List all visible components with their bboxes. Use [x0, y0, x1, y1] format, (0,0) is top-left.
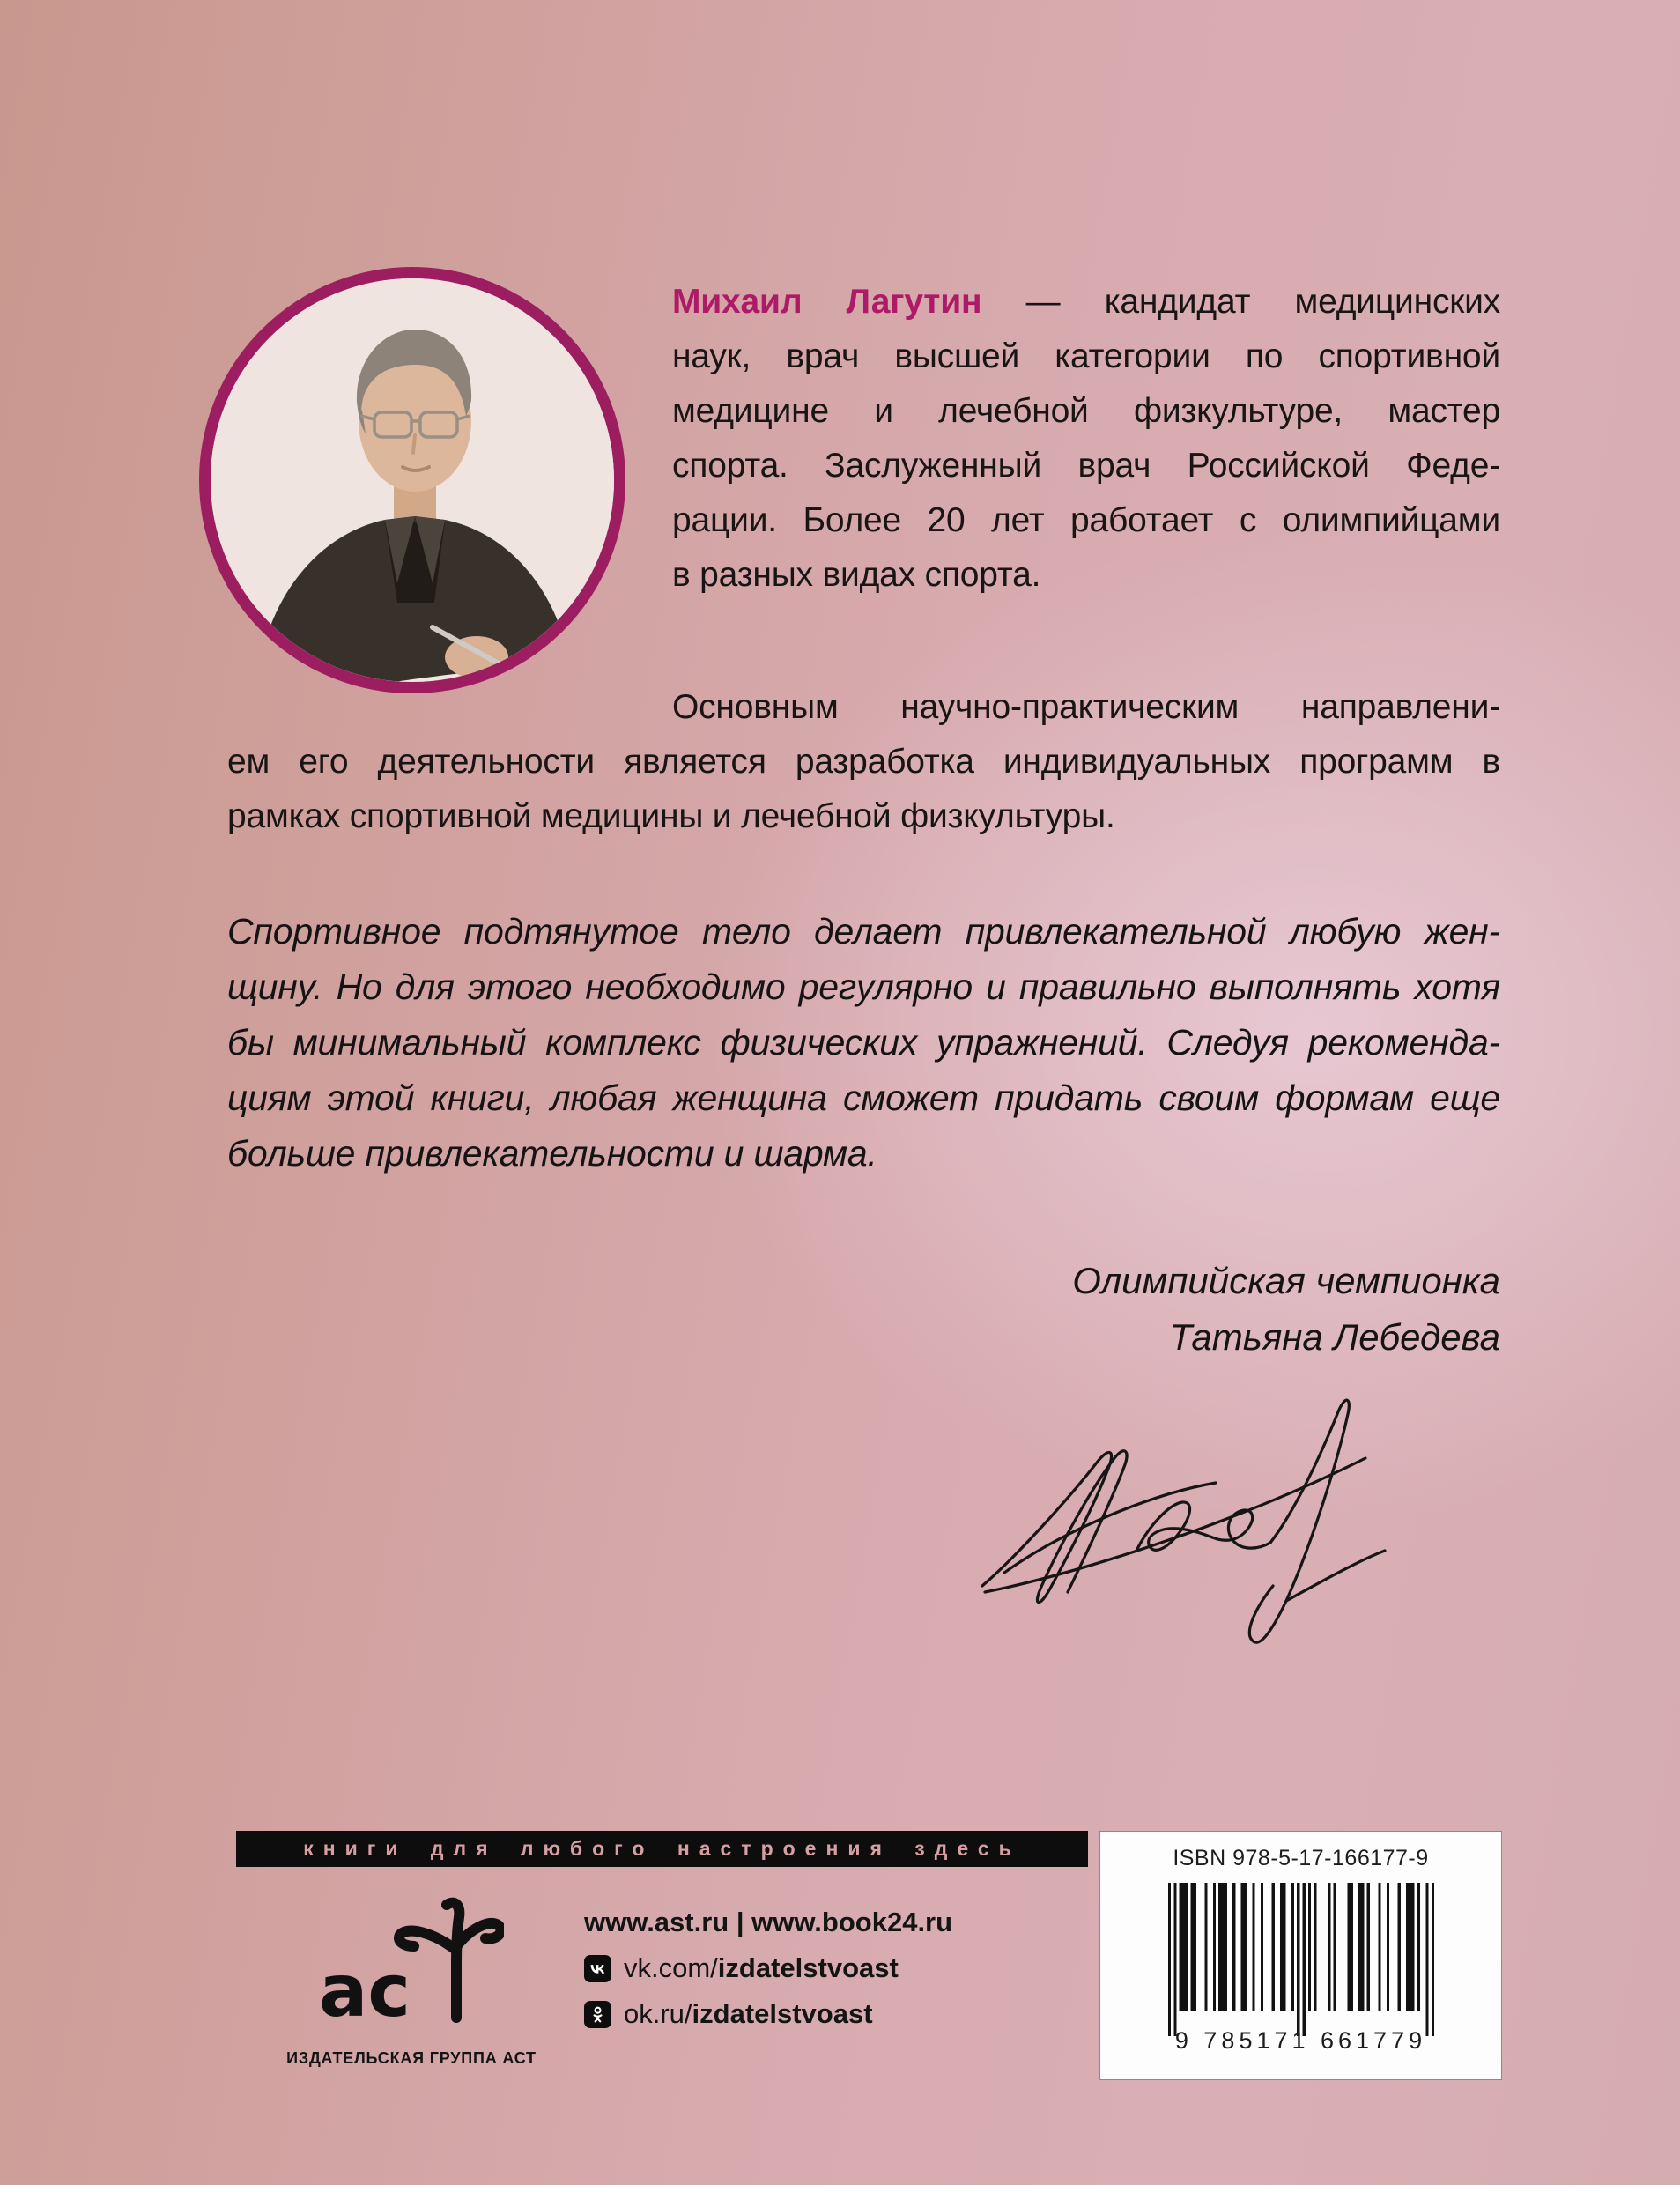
author-photo-illustration [211, 278, 614, 682]
svg-text:ас: ас [319, 1950, 411, 2033]
signature [951, 1370, 1410, 1661]
bio-line: рации. Более 20 лет работает с олимпийцами [672, 501, 1500, 539]
bio-line: Михаил Лагутин — кандидат медицинских [672, 283, 1501, 321]
bio-line: медицине и лечебной физкультуре, мастер [672, 392, 1500, 430]
barcode [1168, 1883, 1434, 2036]
author-photo [199, 267, 625, 693]
quote-line: Спортивное подтянутое тело делает привлекательной любую жен- [227, 911, 1500, 952]
ok-link-text: ok.ru/izdatelstvoast [624, 1998, 873, 2029]
quote-attribution [796, 1253, 1500, 1366]
quote-line: бы минимальный комплекс физических упражнений. Следуя рекоменда- [227, 1022, 1500, 1063]
endorsement-quote [227, 904, 1500, 1181]
vk-row [584, 1952, 952, 1984]
quote-line: щину. Но для этого необходимо регулярно и правильно выполнять хотя [227, 967, 1500, 1007]
ok-row [584, 1998, 952, 2030]
author-name: Михаил Лагутин [672, 283, 982, 321]
attribution-name: Татьяна Лебедева [1169, 1316, 1500, 1358]
publisher-name: ИЗДАТЕЛЬСКАЯ ГРУППА АСТ [286, 2049, 537, 2067]
paragraph-line: ем его деятельности является разработка индивидуальных программ в [227, 743, 1500, 781]
websites-text: www.ast.ru | www.book24.ru [584, 1907, 953, 1937]
slogan-bar [236, 1831, 1088, 1867]
barcode-panel [1099, 1831, 1502, 2080]
vk-icon [584, 1955, 611, 1982]
bio-line: спорта. Заслуженный врач Российской Феде- [672, 447, 1500, 485]
bio-line: наук, врач высшей категории по спортивной [672, 337, 1500, 375]
paragraph-line: Основным научно-практическим направлени- [672, 688, 1500, 726]
activity-paragraph [227, 680, 1500, 844]
vk-link-text: vk.com/izdatelstvoast [624, 1952, 899, 1983]
attribution-title: Олимпийская чемпионка [1072, 1260, 1500, 1301]
isbn-label: ISBN 978-5-17-166177-9 [1173, 1846, 1429, 1870]
links-block [584, 1907, 952, 2030]
author-bio [672, 275, 1500, 603]
quote-line: больше привлекательности и шарма. [227, 1133, 877, 1174]
barcode-digits: 9 785171 661779 [1174, 2027, 1427, 2054]
paragraph-line: рамках спортивной медицины и лечебной физкультуры. [227, 797, 1115, 835]
slogan-text: книги для любого настроения здесь [303, 1837, 1021, 1860]
quote-line: циям этой книги, любая женщина сможет придать своим формам еще [227, 1078, 1500, 1118]
ast-logo-icon [317, 1891, 504, 2037]
bio-line: в разных видах спорта. [672, 556, 1041, 594]
ok-icon [584, 2001, 611, 2028]
